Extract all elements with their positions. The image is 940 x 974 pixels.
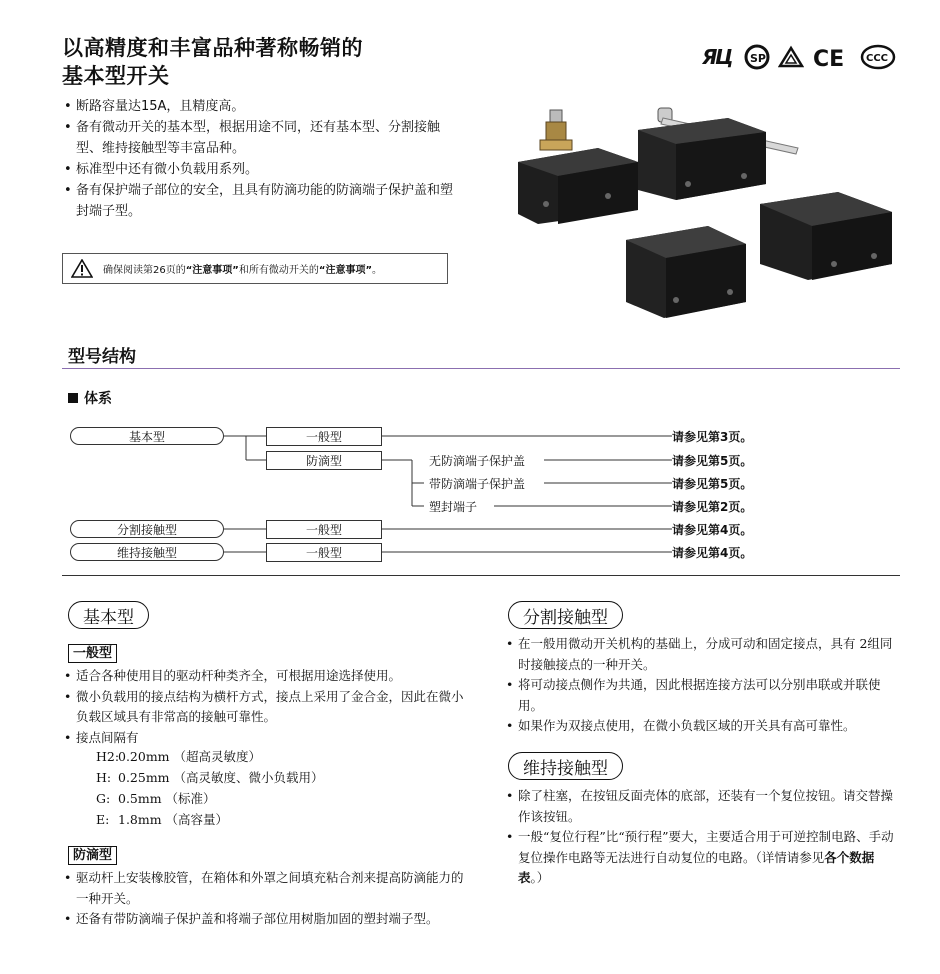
section-title: 型号结构: [68, 347, 136, 367]
contact-gap-list: [96, 746, 324, 830]
svg-text:Ц: Ц: [715, 45, 734, 69]
warning-text: 确保阅读第26页的“注意事项”和所有微动开关的“注意事项”。: [103, 265, 383, 276]
general-type-item: • 微小负载用的接点结构为横杆方式，接点上采用了金合金，因此在微小负载区域具有非常高的接触可靠性。: [64, 687, 474, 728]
tree-root-maintain: 维持接触型: [70, 543, 224, 561]
delta-mark-icon: [778, 45, 804, 69]
tree-ref: 请参见第3页。: [672, 430, 753, 444]
svg-text:Я: Я: [702, 45, 718, 69]
svg-text:CE: CE: [813, 47, 845, 69]
tree-ref: 请参见第5页。: [672, 477, 753, 491]
drip-type-item: • 驱动杆上安装橡胶管，在箱体和外罩之间填充粘合剂来提高防滴能力的一种开关。: [64, 868, 474, 909]
tree-root-basic: 基本型: [70, 427, 224, 445]
square-bullet-icon: [68, 393, 78, 403]
tree-ref: 请参见第2页。: [672, 500, 753, 514]
svg-text:SP: SP: [750, 52, 766, 65]
certification-marks: [700, 44, 896, 70]
switch-plunger-image: [518, 110, 638, 224]
label-general-type: 一般型: [68, 644, 117, 663]
maintain-contact-item: • 一般“复位行程”比“预行程”要大，主要适合用于可逆控制电路、手动复位操作电路等无法进行自动复位的电路。（详情请参见各个数据表。）: [506, 827, 902, 889]
feature-item: • 备有保护端子部位的安全，且具有防滴功能的防滴端子保护盖和塑封端子型。: [64, 180, 464, 222]
tree-subtype-with-cover: 带防滴端子保护盖: [426, 475, 528, 492]
contact-gap-row: H2: 0.20mm （超高灵敏度）: [96, 749, 262, 764]
tree-type-general: 一般型: [266, 427, 382, 446]
tree-subtype-no-cover: 无防滴端子保护盖: [426, 452, 528, 469]
tree-ref: 请参见第4页。: [672, 546, 753, 560]
subsection-label: 体系: [84, 391, 112, 407]
product-tree-diagram: [62, 420, 902, 570]
split-contact-item: • 将可动接点侧作为共通，因此根据连接方法可以分别串联或并联使用。: [506, 675, 902, 716]
feature-item: • 标准型中还有微小负载用系列。: [64, 159, 464, 180]
tree-ref: 请参见第4页。: [672, 523, 753, 537]
split-contact-item: • 如果作为双接点使用，在微小负载区域的开关具有高可靠性。: [506, 716, 902, 737]
ul-mark-icon: [700, 45, 736, 69]
warning-triangle-icon: [71, 259, 93, 278]
contact-gap-row: G: 0.5mm （标准）: [96, 791, 216, 806]
csa-mark-icon: [744, 44, 770, 70]
switch-lever-image: [638, 108, 798, 200]
title-line-2: 基本型开关: [62, 64, 170, 88]
title-line-1: 以高精度和丰富品种著称畅销的: [62, 36, 363, 60]
switch-pin-image: [760, 192, 892, 280]
contact-gap-row: H: 0.25mm （高灵敏度、微小负载用）: [96, 770, 324, 785]
feature-list: [64, 96, 464, 222]
heading-maintain-contact: 维持接触型: [508, 752, 623, 780]
warning-notice: [62, 253, 448, 284]
split-contact-list: [506, 634, 902, 737]
switch-front-image: [626, 226, 746, 318]
svg-text:CCC: CCC: [866, 53, 889, 64]
diagram-divider: [62, 575, 900, 576]
drip-type-item: • 还备有带防滴端子保护盖和将端子部位用树脂加固的塑封端子型。: [64, 909, 474, 930]
subsection-title: [68, 388, 112, 408]
label-drip-type: 防滴型: [68, 846, 117, 865]
general-type-list: [64, 666, 474, 748]
section-divider: [62, 368, 900, 369]
ccc-mark-icon: [860, 44, 896, 70]
tree-ref: 请参见第5页。: [672, 454, 753, 468]
tree-subtype-molded: 塑封端子: [426, 498, 480, 515]
general-type-item: • 接点间隔有: [64, 728, 474, 749]
heading-split-contact: 分割接触型: [508, 601, 623, 629]
feature-item: • 断路容量达15A，且精度高。: [64, 96, 464, 117]
split-contact-item: • 在一般用微动开关机构的基础上，分成可动和固定接点，具有 2组同时接触接点的一种开关。: [506, 634, 902, 675]
heading-basic-type: 基本型: [68, 601, 149, 629]
tree-type-general-split: 一般型: [266, 520, 382, 539]
page-title: [62, 34, 363, 90]
maintain-contact-item: • 除了柱塞，在按钮反面壳体的底部，还装有一个复位按钮。请交替操作该按钮。: [506, 786, 902, 827]
contact-gap-row: E: 1.8mm （高容量）: [96, 812, 229, 827]
tree-root-split: 分割接触型: [70, 520, 224, 538]
tree-type-general-maintain: 一般型: [266, 543, 382, 562]
ce-mark-icon: [812, 45, 852, 69]
feature-item: • 备有微动开关的基本型，根据用途不同，还有基本型、分割接触型、维持接触型等丰富品种。: [64, 117, 464, 159]
maintain-contact-list: [506, 786, 902, 889]
product-photo: [508, 104, 894, 334]
tree-type-drip: 防滴型: [266, 451, 382, 470]
drip-type-list: [64, 868, 474, 930]
general-type-item: • 适合各种使用目的驱动杆种类齐全，可根据用途选择使用。: [64, 666, 474, 687]
